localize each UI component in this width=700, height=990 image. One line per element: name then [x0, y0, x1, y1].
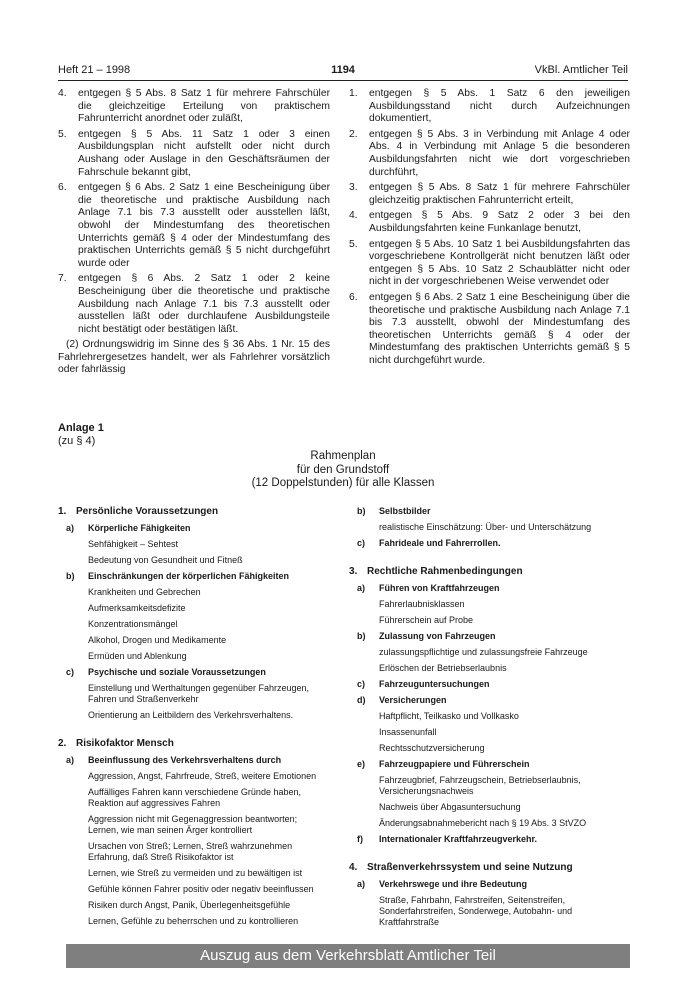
- list-item: [349, 88, 630, 126]
- footer-banner: [66, 944, 630, 968]
- subsection-title: Fahrzeugpapiere und Führerschein: [379, 759, 530, 769]
- list-item: [58, 88, 330, 126]
- list-item: Bedeutung von Gesundheit und Fitneß: [88, 555, 243, 565]
- list-item: Aggression, Angst, Fahrfreude, Streß, weitere Emotionen: [88, 771, 317, 781]
- list-item: [349, 210, 630, 235]
- list-text: entgegen § 5 Abs. 10 Satz 1 bei Ausbildungsfahrten das vorgeschriebene Kontrollgerät nicht benutzen läßt oder entgegen § 5 Abs. 10 Satz 2 Schaublätter nicht oder nicht in der vorgeschriebenen Weise verwendet oder: [369, 238, 630, 288]
- list-item: Führerschein auf Probe: [379, 615, 474, 625]
- subsection-title: Internationaler Kraftfahrzeugverkehr.: [379, 834, 538, 844]
- list-text: entgegen § 5 Abs. 3 in Verbindung mit Anlage 4 oder Abs. 4 in Verbindung mit Anlage 5 die besonderen Ausbildungsfahrten nicht wie dort vorgeschrieben durchführt,: [369, 128, 630, 178]
- subsection-title: Selbstbilder: [379, 506, 431, 516]
- subsection-letter: b): [357, 631, 366, 641]
- legal-column-right: [349, 88, 630, 370]
- list-item: Aggression nicht mit Gegenaggression beantworten; Lernen, wie man seinen Ärger kontrolliert: [88, 814, 298, 835]
- footer-text: Auszug aus dem Verkehrsblatt Amtlicher Teil: [200, 947, 496, 964]
- list-item: Insassenunfall: [379, 727, 437, 737]
- list-item: [349, 292, 630, 368]
- subsection-heading: [357, 695, 630, 706]
- header-rule: [58, 80, 628, 81]
- subsection-title: Fahrideale und Fahrerrollen.: [379, 538, 501, 548]
- list-number: 4.: [349, 210, 358, 222]
- plan-title-line: Rahmenplan: [310, 450, 376, 462]
- list-item: Einstellung und Werthaltungen gegenüber Fahrzeugen, Fahren und Straßenverkehr: [88, 683, 309, 704]
- section-number: 3.: [349, 566, 358, 577]
- list-item: Nachweis über Abgasuntersuchung: [379, 802, 521, 812]
- list-item: Rechtsschutzversicherung: [379, 743, 485, 753]
- list-item: Konzentrationsmängel: [88, 619, 178, 629]
- subsection-letter: b): [66, 571, 75, 581]
- subsection-heading: [357, 834, 630, 845]
- list-item: Fahrerlaubnisklassen: [379, 599, 465, 609]
- journal-label: VkBl. Amtlicher Teil: [534, 64, 628, 76]
- list-text: entgegen § 5 Abs. 9 Satz 2 oder 3 bei den Ausbildungsfahrten keine Funkanlage benutzt,: [369, 210, 630, 234]
- plan-title-line: für den Grundstoff: [296, 463, 390, 476]
- subsection-title: Versicherungen: [379, 695, 447, 705]
- page-header: [58, 64, 628, 80]
- list-text: entgegen § 5 Abs. 11 Satz 1 oder 3 einen Ausbildungsplan nicht aufstellt oder nicht durch Aushang oder Auslage in den Geschäftsräumen der Fahrschule bekannt gibt,: [78, 128, 330, 178]
- subsection-heading: [357, 879, 630, 890]
- list-item: Auffälliges Fahren kann verschiedene Gründe haben, Reaktion auf aggressives Fahren: [88, 787, 301, 808]
- page-number: 1194: [331, 64, 355, 76]
- subsection-heading: [357, 506, 630, 517]
- subsection-title: Beeinflussung des Verkehrsverhaltens durch: [88, 755, 282, 765]
- list-number: 1.: [349, 88, 358, 99]
- subsection-title: Körperliche Fähigkeiten: [88, 523, 191, 533]
- subsection-title: Fahrzeuguntersuchungen: [379, 679, 490, 689]
- list-item: Ermüden und Ablenkung: [88, 651, 187, 661]
- plan-column-left: [58, 506, 328, 932]
- list-number: 5.: [349, 238, 358, 250]
- subsection-title: Führen von Kraftfahrzeugen: [379, 583, 500, 593]
- list-item: zulassungspflichtige und zulassungsfreie Fahrzeuge: [379, 647, 588, 657]
- subsection-heading: [357, 679, 630, 690]
- section-number: 2.: [58, 738, 67, 749]
- section-number: 1.: [58, 506, 67, 517]
- subsection-letter: a): [66, 523, 75, 533]
- subsection-heading: [357, 583, 630, 594]
- list-item: Sehfähigkeit – Sehtest: [88, 539, 179, 549]
- plan-title-line: (12 Doppelstunden) für alle Klassen: [251, 477, 435, 489]
- subsection-letter: c): [66, 667, 75, 677]
- list-number: 7.: [58, 273, 67, 285]
- annex-heading: [58, 422, 104, 448]
- subsection-letter: d): [357, 695, 366, 705]
- list-item: Fahrzeugbrief, Fahrzeugschein, Betriebserlaubnis, Versicherungsnachweis: [379, 775, 581, 796]
- subsection-heading: [66, 667, 328, 678]
- list-number: 5.: [58, 128, 67, 140]
- list-item: Gefühle können Fahrer positiv oder negativ beeinflussen: [88, 884, 314, 894]
- plan-column-right: [349, 506, 630, 933]
- list-item: [58, 273, 330, 336]
- list-item: [349, 239, 630, 289]
- subsection-letter: a): [357, 583, 366, 593]
- list-text: entgegen § 6 Abs. 2 Satz 1 eine Bescheinigung über die theoretische und praktische Ausbildung nach Anlage 7.1 bis 7.3 ausstellt, obwohl der Mindestumfang des theoretischen Unterrichts gemäß § 4 oder der Mindestumfang des praktischen Unterrichts gemäß § 5 nicht durchgeführt wurde.: [369, 291, 630, 366]
- list-item: Erlöschen der Betriebserlaubnis: [379, 663, 507, 673]
- list-number: 3.: [349, 182, 358, 194]
- subsection-heading: [66, 523, 328, 534]
- annex-title: Anlage 1: [58, 422, 104, 434]
- list-item: [58, 129, 330, 179]
- list-item: Risiken durch Angst, Panik, Überlegenheitsgefühle: [88, 900, 291, 910]
- list-item: [349, 129, 630, 179]
- list-number: 6.: [349, 291, 358, 303]
- list-item: Lernen, wie Streß zu vermeiden und zu bewältigen ist: [88, 868, 303, 878]
- subsection-title: Psychische und soziale Voraussetzungen: [88, 667, 266, 677]
- section-number: 4.: [349, 862, 358, 873]
- list-item: Orientierung an Leitbildern des Verkehrsverhaltens.: [88, 710, 294, 720]
- list-number: 2.: [349, 128, 358, 140]
- subsection-letter: e): [357, 759, 366, 769]
- subsection-letter: c): [357, 538, 366, 548]
- paragraph-2: (2) Ordnungswidrig im Sinne des § 36 Abs. 1 Nr. 15 des Fahrlehrergesetzes handelt, wer als Fahrlehrer vorsätzlich oder fahrlässig: [58, 339, 330, 376]
- section-heading: [349, 862, 630, 873]
- list-item: Straße, Fahrbahn, Fahrstreifen, Seitenstreifen, Sonderfahrstreifen, Sonderwege, Autobahn- und Kraftfahrstraße: [379, 895, 573, 927]
- list-item: Haftpflicht, Teilkasko und Vollkasko: [379, 711, 519, 721]
- list-number: 6.: [58, 182, 67, 194]
- list-item: Alkohol, Drogen und Medikamente: [88, 635, 227, 645]
- list-item: Ursachen von Streß; Lernen, Streß wahrzunehmen Erfahrung, daß Streß Risikofaktor ist: [88, 841, 293, 862]
- subsection-heading: [66, 571, 328, 582]
- list-item: realistische Einschätzung: Über- und Unterschätzung: [379, 522, 592, 532]
- list-item: [349, 182, 630, 207]
- subsection-heading: [357, 759, 630, 770]
- section-heading: [349, 566, 630, 577]
- list-item: Änderungsabnahmebericht nach § 19 Abs. 3 StVZO: [379, 818, 587, 828]
- subsection-letter: a): [357, 879, 366, 889]
- list-text: entgegen § 6 Abs. 2 Satz 1 eine Bescheinigung über die theoretische und praktische Ausbildung nach Anlage 7.1 bis 7.3 ausstellt oder ausstellen läßt, obwohl der Mindestumfang des theoretischen Unterrichts gemäß § 4 oder der Mindestumfang des praktischen Unterrichts gemäß § 5 nicht durchgeführt wurde oder: [78, 182, 330, 269]
- subsection-heading: [357, 538, 630, 549]
- list-item: [58, 182, 330, 270]
- section-title: Straßenverkehrssystem und seine Nutzung: [367, 862, 573, 873]
- subsection-letter: a): [66, 755, 75, 765]
- subsection-letter: c): [357, 679, 366, 689]
- section-title: Rechtliche Rahmenbedingungen: [367, 566, 523, 577]
- section-gap: [58, 726, 328, 738]
- plan-title: [58, 450, 628, 491]
- list-text: entgegen § 5 Abs. 1 Satz 6 den jeweiligen Ausbildungsstand nicht durch Aufzeichnungen dokumentiert,: [369, 88, 630, 125]
- section-gap: [349, 850, 630, 862]
- list-item: Krankheiten und Gebrechen: [88, 587, 201, 597]
- subsection-title: Zulassung von Fahrzeugen: [379, 631, 496, 641]
- list-item: Lernen, Gefühle zu beherrschen und zu kontrollieren: [88, 916, 299, 926]
- list-text: entgegen § 5 Abs. 8 Satz 1 für mehrere Fahrschüler die gleichzeitige Erteilung von praktischem Fahrunterricht anordnet oder zuläßt,: [78, 88, 330, 125]
- subsection-title: Verkehrswege und ihre Bedeutung: [379, 879, 528, 889]
- section-heading: [58, 738, 328, 749]
- list-item: Aufmerksamkeitsdefizite: [88, 603, 186, 613]
- section-gap: [349, 554, 630, 566]
- subsection-letter: f): [357, 834, 363, 844]
- subsection-heading: [357, 631, 630, 642]
- list-number: 4.: [58, 88, 67, 99]
- section-title: Risikofaktor Mensch: [76, 738, 174, 749]
- section-heading: [58, 506, 328, 517]
- subsection-title: Einschränkungen der körperlichen Fähigkeiten: [88, 571, 290, 581]
- list-text: entgegen § 5 Abs. 8 Satz 1 für mehrere Fahrschüler gleichzeitig praktischen Fahrunterricht erteilt,: [369, 182, 630, 206]
- subsection-letter: b): [357, 506, 366, 516]
- issue-label: Heft 21 – 1998: [58, 64, 131, 76]
- list-text: entgegen § 6 Abs. 2 Satz 1 oder 2 keine Bescheinigung über die theoretische und praktische Ausbildung nach Anlage 7.1 bis 7.3 ausstellt oder ausstellen läßt oder durchlaufene Ausbildungsteile nicht bestätigt oder bestätigen läßt.: [78, 273, 330, 335]
- annex-reference: (zu § 4): [58, 435, 96, 447]
- subsection-heading: [66, 755, 328, 766]
- legal-column-left: [58, 88, 330, 377]
- section-title: Persönliche Voraussetzungen: [76, 506, 219, 517]
